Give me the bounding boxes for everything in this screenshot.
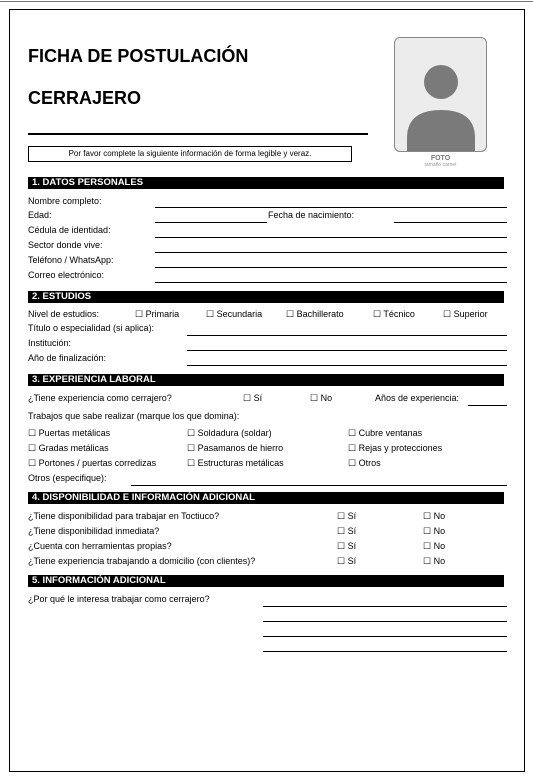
- label-institucion: Institución:: [28, 338, 72, 348]
- checkbox-superior[interactable]: [443, 309, 488, 320]
- checkbox-q1-no[interactable]: [423, 511, 445, 522]
- field-sector[interactable]: [155, 252, 507, 253]
- option-label: Soldadura (soldar): [197, 428, 272, 438]
- photo-label: FOTO: [430, 155, 451, 162]
- label-otros-especifique: Otros (especifique):: [28, 473, 107, 483]
- option-label: Portones / puertas corredizas: [38, 458, 157, 468]
- checkbox-icon: ☐: [423, 556, 432, 566]
- title-rule: [28, 133, 368, 135]
- field-correo[interactable]: [155, 282, 507, 283]
- option-label: Cubre ventanas: [358, 428, 423, 438]
- question-por-que-cerrajero: ¿Por qué le interesa trabajar como cerrajero?: [28, 594, 210, 604]
- section-experiencia-header: 3. EXPERIENCIA LABORAL: [28, 374, 504, 386]
- checkbox-puertas-metalicas[interactable]: [28, 428, 110, 439]
- checkbox-q4-no[interactable]: [423, 556, 445, 567]
- option-label: Pasamanos de hierro: [197, 443, 284, 453]
- option-label: Bachillerato: [296, 309, 344, 319]
- checkbox-icon: ☐: [337, 556, 346, 566]
- checkbox-icon: ☐: [206, 309, 215, 319]
- checkbox-portones[interactable]: [28, 458, 156, 469]
- checkbox-icon: ☐: [310, 393, 319, 403]
- label-experiencia-cerrajero: ¿Tiene experiencia como cerrajero?: [28, 393, 172, 403]
- checkbox-icon: ☐: [348, 443, 357, 453]
- checkbox-icon: ☐: [348, 428, 357, 438]
- checkbox-icon: ☐: [423, 526, 432, 536]
- checkbox-cubre-ventanas[interactable]: [348, 428, 422, 439]
- checkbox-gradas-metalicas[interactable]: [28, 443, 109, 454]
- checkbox-q2-si[interactable]: [337, 526, 356, 537]
- checkbox-icon: ☐: [286, 309, 295, 319]
- checkbox-icon: ☐: [337, 526, 346, 536]
- answer-line-1[interactable]: [263, 606, 507, 607]
- checkbox-icon: ☐: [28, 458, 37, 468]
- checkbox-q4-si[interactable]: [337, 556, 356, 567]
- label-edad: Edad:: [28, 210, 52, 220]
- label-fecha-nacimiento: Fecha de nacimiento:: [268, 210, 355, 220]
- option-label: No: [433, 556, 446, 566]
- option-label: Técnico: [383, 309, 415, 319]
- field-cedula[interactable]: [155, 237, 507, 238]
- label-trabajos: Trabajos que sabe realizar (marque los que domina):: [28, 411, 240, 421]
- option-label: No: [433, 526, 446, 536]
- option-label: No: [433, 511, 446, 521]
- checkbox-icon: ☐: [135, 309, 144, 319]
- checkbox-experiencia-no[interactable]: [310, 393, 332, 404]
- checkbox-q1-si[interactable]: [337, 511, 356, 522]
- checkbox-otros[interactable]: [348, 458, 381, 469]
- section-informacion-adicional-header: 5. INFORMACIÓN ADICIONAL: [28, 575, 504, 587]
- checkbox-icon: ☐: [187, 443, 196, 453]
- answer-line-4[interactable]: [263, 651, 507, 652]
- option-label: Sí: [347, 526, 357, 536]
- option-label: Sí: [253, 393, 263, 403]
- checkbox-icon: ☐: [373, 309, 382, 319]
- checkbox-bachillerato[interactable]: [286, 309, 344, 320]
- checkbox-primaria[interactable]: [135, 309, 179, 320]
- checkbox-estructuras[interactable]: [187, 458, 284, 469]
- checkbox-tecnico[interactable]: [373, 309, 415, 320]
- section-disponibilidad-header: 4. DISPONIBILIDAD E INFORMACIÓN ADICIONAL: [28, 492, 504, 504]
- checkbox-icon: ☐: [187, 458, 196, 468]
- checkbox-icon: ☐: [187, 428, 196, 438]
- label-telefono: Teléfono / WhatsApp:: [28, 255, 114, 265]
- checkbox-q3-no[interactable]: [423, 541, 445, 552]
- checkbox-icon: ☐: [423, 511, 432, 521]
- field-anios-experiencia[interactable]: [468, 405, 507, 406]
- checkbox-pasamanos[interactable]: [187, 443, 283, 454]
- option-label: Primaria: [145, 309, 180, 319]
- field-edad[interactable]: [155, 222, 267, 223]
- checkbox-soldadura[interactable]: [187, 428, 272, 439]
- checkbox-secundaria[interactable]: [206, 309, 262, 320]
- option-label: Puertas metálicas: [38, 428, 111, 438]
- answer-line-2[interactable]: [263, 621, 507, 622]
- option-label: Sí: [347, 541, 357, 551]
- question-disponibilidad-toctiuco: ¿Tiene disponibilidad para trabajar en Toctiuco?: [28, 511, 220, 521]
- option-label: Estructuras metálicas: [197, 458, 284, 468]
- label-correo: Correo electrónico:: [28, 270, 105, 280]
- checkbox-q3-si[interactable]: [337, 541, 356, 552]
- instructions-box: Por favor complete la siguiente información de forma legible y veraz.: [28, 146, 352, 162]
- question-experiencia-domicilio: ¿Tiene experiencia trabajando a domicilio (con clientes)?: [28, 556, 256, 566]
- question-disponibilidad-inmediata: ¿Tiene disponibilidad inmediata?: [28, 526, 160, 536]
- option-label: Sí: [347, 511, 357, 521]
- label-nombre: Nombre completo:: [28, 196, 102, 206]
- label-anio-finalizacion: Año de finalización:: [28, 353, 107, 363]
- label-titulo: Título o especialidad (si aplica):: [28, 323, 155, 333]
- section-estudios-header: 2. ESTUDIOS: [28, 291, 504, 303]
- checkbox-icon: ☐: [443, 309, 452, 319]
- checkbox-icon: ☐: [28, 443, 37, 453]
- form-title: FICHA DE POSTULACIÓN: [28, 46, 249, 66]
- field-anio-finalizacion[interactable]: [187, 365, 507, 366]
- field-fecha-nacimiento[interactable]: [394, 222, 507, 223]
- option-label: No: [320, 393, 333, 403]
- field-otros-especifique[interactable]: [131, 485, 507, 486]
- option-label: Superior: [453, 309, 488, 319]
- checkbox-rejas[interactable]: [348, 443, 442, 454]
- checkbox-q2-no[interactable]: [423, 526, 445, 537]
- photo-placeholder[interactable]: [394, 37, 487, 152]
- person-silhouette-icon: [395, 38, 487, 152]
- label-sector: Sector donde vive:: [28, 240, 103, 250]
- option-label: Otros: [358, 458, 381, 468]
- label-cedula: Cédula de identidad:: [28, 225, 111, 235]
- label-nivel-estudios: Nivel de estudios:: [28, 309, 100, 319]
- photo-sublabel: tamaño carnet: [424, 162, 457, 168]
- form-subtitle: CERRAJERO: [28, 88, 142, 108]
- top-rule: [0, 1, 533, 2]
- checkbox-icon: ☐: [337, 511, 346, 521]
- option-label: Rejas y protecciones: [358, 443, 443, 453]
- checkbox-icon: ☐: [423, 541, 432, 551]
- question-herramientas-propias: ¿Cuenta con herramientas propias?: [28, 541, 172, 551]
- option-label: Sí: [347, 556, 357, 566]
- answer-line-3[interactable]: [263, 636, 507, 637]
- option-label: Gradas metálicas: [38, 443, 109, 453]
- checkbox-icon: ☐: [337, 541, 346, 551]
- field-telefono[interactable]: [155, 267, 507, 268]
- option-label: Secundaria: [216, 309, 263, 319]
- checkbox-icon: ☐: [243, 393, 252, 403]
- field-nombre[interactable]: [155, 207, 507, 208]
- option-label: No: [433, 541, 446, 551]
- field-titulo[interactable]: [187, 335, 507, 336]
- checkbox-experiencia-si[interactable]: [243, 393, 262, 404]
- field-institucion[interactable]: [187, 350, 507, 351]
- checkbox-icon: ☐: [28, 428, 37, 438]
- checkbox-icon: ☐: [348, 458, 357, 468]
- section-datos-personales-header: 1. DATOS PERSONALES: [28, 177, 504, 189]
- label-anios-experiencia: Años de experiencia:: [375, 393, 460, 403]
